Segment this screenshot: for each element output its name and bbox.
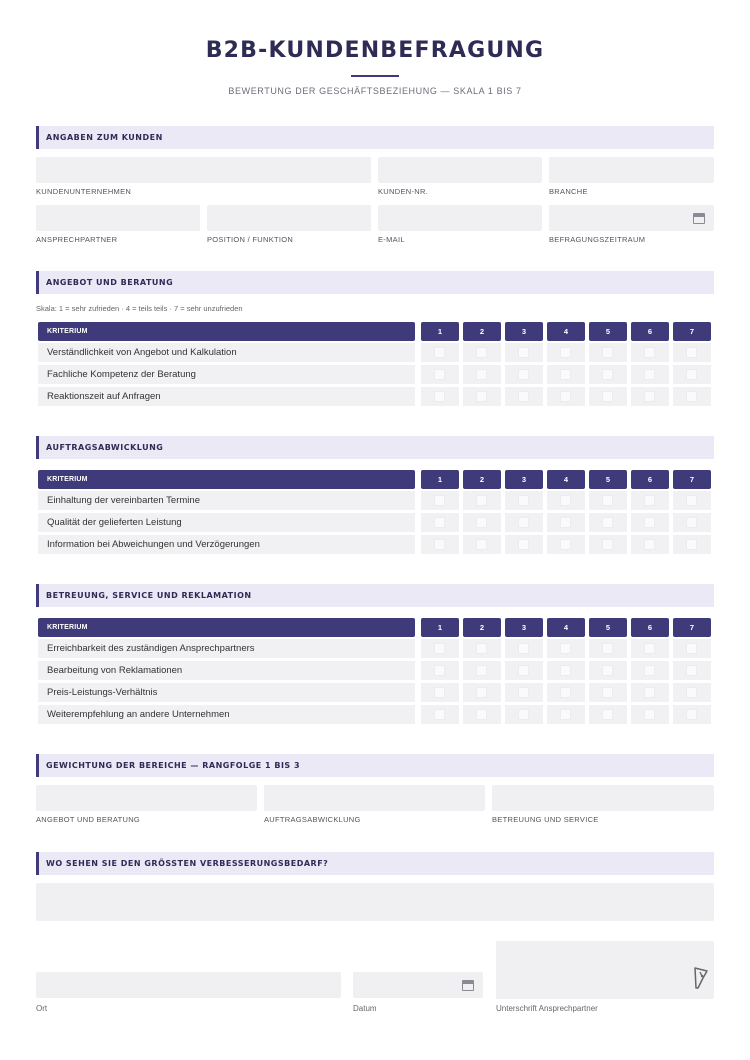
rating-checkbox-3[interactable] xyxy=(518,517,529,528)
scale-header-1: 1 xyxy=(421,618,459,637)
rating-checkbox-4[interactable] xyxy=(560,665,571,676)
weight-order-label: AUFTRAGSABWICKLUNG xyxy=(264,815,361,824)
criterion-label: Reaktionszeit auf Anfragen xyxy=(47,391,161,402)
rating-cell xyxy=(631,491,669,510)
rating-checkbox-5[interactable] xyxy=(602,709,613,720)
rating-cell xyxy=(547,535,585,554)
section-title: WO SEHEN SIE DEN GRÖSSTEN VERBESSERUNGSBEDARF? xyxy=(46,859,329,868)
rating-cell xyxy=(673,387,711,406)
rating-checkbox-2[interactable] xyxy=(476,517,487,528)
section-title: ANGABEN ZUM KUNDEN xyxy=(46,133,163,142)
rating-checkbox-5[interactable] xyxy=(602,347,613,358)
rating-cell xyxy=(421,491,459,510)
rating-checkbox-7[interactable] xyxy=(686,517,697,528)
rating-checkbox-5[interactable] xyxy=(602,539,613,550)
rating-cell xyxy=(463,387,501,406)
rating-checkbox-5[interactable] xyxy=(602,643,613,654)
rating-checkbox-2[interactable] xyxy=(476,347,487,358)
rating-checkbox-5[interactable] xyxy=(602,665,613,676)
rating-cell xyxy=(631,387,669,406)
criterion-cell xyxy=(38,365,415,384)
criterion-cell xyxy=(38,513,415,532)
rating-checkbox-6[interactable] xyxy=(644,709,655,720)
rating-checkbox-3[interactable] xyxy=(518,369,529,380)
rating-cell xyxy=(673,491,711,510)
rating-checkbox-1[interactable] xyxy=(434,369,445,380)
rating-cell xyxy=(673,705,711,724)
criterion-header xyxy=(38,322,415,341)
rating-cell xyxy=(421,705,459,724)
rating-checkbox-4[interactable] xyxy=(560,369,571,380)
rating-checkbox-3[interactable] xyxy=(518,539,529,550)
rating-cell xyxy=(589,387,627,406)
rating-cell xyxy=(421,639,459,658)
rating-cell xyxy=(421,343,459,362)
rating-cell xyxy=(505,513,543,532)
signature-field[interactable] xyxy=(496,941,714,999)
rating-cell xyxy=(547,387,585,406)
table-header xyxy=(38,322,712,341)
section-order-header xyxy=(36,436,714,459)
rating-checkbox-7[interactable] xyxy=(686,539,697,550)
scale-header-2: 2 xyxy=(463,618,501,637)
date-label: Datum xyxy=(353,1004,377,1013)
criterion-label: Qualität der gelieferten Leistung xyxy=(47,517,182,528)
rating-cell xyxy=(631,683,669,702)
rating-cell xyxy=(673,513,711,532)
calendar-icon[interactable] xyxy=(462,980,474,991)
table-row xyxy=(38,385,712,407)
rating-cell xyxy=(673,365,711,384)
rating-checkbox-4[interactable] xyxy=(560,539,571,550)
rating-cell xyxy=(505,705,543,724)
weight-offer-field[interactable] xyxy=(36,785,257,811)
rating-cell xyxy=(505,491,543,510)
rating-cell xyxy=(673,343,711,362)
survey-period-label: BEFRAGUNGSZEITRAUM xyxy=(549,235,646,244)
rating-cell xyxy=(631,513,669,532)
criterion-header-label: KRITERIUM xyxy=(47,476,88,483)
page-subtitle: BEWERTUNG DER GESCHÄFTSBEZIEHUNG — SKALA 1 BIS 7 xyxy=(228,86,522,96)
rating-cell xyxy=(463,491,501,510)
criterion-label: Weiterempfehlung an andere Unternehmen xyxy=(47,709,230,720)
table-row xyxy=(38,681,712,703)
rating-checkbox-3[interactable] xyxy=(518,347,529,358)
section-title: ANGEBOT UND BERATUNG xyxy=(46,278,174,287)
rating-cell xyxy=(463,661,501,680)
rating-checkbox-6[interactable] xyxy=(644,347,655,358)
company-field[interactable] xyxy=(36,157,371,183)
section-title: BETREUUNG, SERVICE UND REKLAMATION xyxy=(46,591,252,600)
scale-header-3: 3 xyxy=(505,322,543,341)
rating-checkbox-1[interactable] xyxy=(434,391,445,402)
section-weighting-header xyxy=(36,754,714,777)
criterion-label: Erreichbarkeit des zuständigen Ansprechpartners xyxy=(47,643,255,654)
email-field[interactable] xyxy=(378,205,542,231)
rating-cell xyxy=(505,683,543,702)
rating-cell xyxy=(505,387,543,406)
rating-checkbox-1[interactable] xyxy=(434,709,445,720)
rating-table-offer xyxy=(38,322,712,407)
rating-cell xyxy=(421,513,459,532)
scale-header-5: 5 xyxy=(589,470,627,489)
rating-cell xyxy=(421,365,459,384)
rating-checkbox-4[interactable] xyxy=(560,687,571,698)
rating-cell xyxy=(547,365,585,384)
rating-checkbox-1[interactable] xyxy=(434,517,445,528)
email-label: E-MAIL xyxy=(378,235,405,244)
rating-cell xyxy=(589,683,627,702)
rating-cell xyxy=(673,639,711,658)
rating-cell xyxy=(631,705,669,724)
rating-cell xyxy=(589,365,627,384)
rating-checkbox-3[interactable] xyxy=(518,665,529,676)
rating-cell xyxy=(421,683,459,702)
rating-table-service xyxy=(38,618,712,725)
rating-checkbox-4[interactable] xyxy=(560,495,571,506)
rating-checkbox-2[interactable] xyxy=(476,539,487,550)
section-offer-header xyxy=(36,271,714,294)
criterion-label: Information bei Abweichungen und Verzögerungen xyxy=(47,539,260,550)
rating-checkbox-7[interactable] xyxy=(686,687,697,698)
scale-header-2: 2 xyxy=(463,470,501,489)
rating-cell xyxy=(421,535,459,554)
criterion-cell xyxy=(38,639,415,658)
scale-header-5: 5 xyxy=(589,322,627,341)
rating-cell xyxy=(589,705,627,724)
rating-checkbox-5[interactable] xyxy=(602,687,613,698)
rating-checkbox-5[interactable] xyxy=(602,495,613,506)
criterion-label: Einhaltung der vereinbarten Termine xyxy=(47,495,200,506)
rating-cell xyxy=(463,535,501,554)
criterion-header-label: KRITERIUM xyxy=(47,328,88,335)
contact-person-field[interactable] xyxy=(36,205,200,231)
weight-order-field[interactable] xyxy=(264,785,485,811)
table-header xyxy=(38,618,712,637)
rating-checkbox-3[interactable] xyxy=(518,643,529,654)
weight-service-label: BETREUUNG UND SERVICE xyxy=(492,815,599,824)
scale-header-7: 7 xyxy=(673,322,711,341)
criterion-header xyxy=(38,618,415,637)
rating-checkbox-7[interactable] xyxy=(686,369,697,380)
rating-cell xyxy=(463,705,501,724)
rating-checkbox-2[interactable] xyxy=(476,643,487,654)
section-title: GEWICHTUNG DER BEREICHE — RANGFOLGE 1 BIS 3 xyxy=(46,761,301,770)
rating-cell xyxy=(505,343,543,362)
pen-icon xyxy=(692,966,710,990)
improvement-textarea[interactable] xyxy=(36,883,714,921)
criterion-cell xyxy=(38,535,415,554)
rating-checkbox-1[interactable] xyxy=(434,643,445,654)
section-customer-header xyxy=(36,126,714,149)
rating-cell xyxy=(421,661,459,680)
date-field[interactable] xyxy=(353,972,483,998)
section-title: AUFTRAGSABWICKLUNG xyxy=(46,443,164,452)
rating-checkbox-6[interactable] xyxy=(644,665,655,676)
rating-cell xyxy=(505,365,543,384)
table-row xyxy=(38,511,712,533)
rating-checkbox-4[interactable] xyxy=(560,347,571,358)
rating-checkbox-1[interactable] xyxy=(434,347,445,358)
rating-checkbox-4[interactable] xyxy=(560,391,571,402)
calendar-icon[interactable] xyxy=(693,213,705,224)
scale-header-6: 6 xyxy=(631,618,669,637)
criterion-label: Bearbeitung von Reklamationen xyxy=(47,665,183,676)
scale-header-1: 1 xyxy=(421,322,459,341)
rating-cell xyxy=(589,639,627,658)
table-header xyxy=(38,470,712,489)
criterion-label: Fachliche Kompetenz der Beratung xyxy=(47,369,196,380)
table-row xyxy=(38,637,712,659)
industry-field[interactable] xyxy=(549,157,714,183)
table-row xyxy=(38,533,712,555)
scale-header-3: 3 xyxy=(505,618,543,637)
rating-cell xyxy=(505,535,543,554)
rating-checkbox-3[interactable] xyxy=(518,709,529,720)
rating-checkbox-2[interactable] xyxy=(476,391,487,402)
rating-cell xyxy=(505,639,543,658)
rating-cell xyxy=(589,491,627,510)
rating-checkbox-2[interactable] xyxy=(476,665,487,676)
rating-cell xyxy=(631,661,669,680)
table-row xyxy=(38,341,712,363)
criterion-label: Preis-Leistungs-Verhältnis xyxy=(47,687,158,698)
rating-cell xyxy=(673,661,711,680)
survey-period-field[interactable] xyxy=(549,205,714,231)
criterion-cell xyxy=(38,343,415,362)
rating-cell xyxy=(505,661,543,680)
rating-checkbox-1[interactable] xyxy=(434,687,445,698)
rating-cell xyxy=(589,343,627,362)
scale-header-4: 4 xyxy=(547,470,585,489)
section-service-header xyxy=(36,584,714,607)
customer-number-label: KUNDEN-NR. xyxy=(378,187,429,196)
rating-checkbox-4[interactable] xyxy=(560,643,571,654)
rating-table-order xyxy=(38,470,712,555)
position-field[interactable] xyxy=(207,205,371,231)
criterion-cell xyxy=(38,705,415,724)
rating-checkbox-5[interactable] xyxy=(602,391,613,402)
rating-checkbox-2[interactable] xyxy=(476,369,487,380)
rating-cell xyxy=(589,661,627,680)
rating-checkbox-7[interactable] xyxy=(686,391,697,402)
rating-checkbox-1[interactable] xyxy=(434,539,445,550)
customer-number-field[interactable] xyxy=(378,157,542,183)
scale-header-4: 4 xyxy=(547,618,585,637)
rating-cell xyxy=(631,343,669,362)
rating-checkbox-2[interactable] xyxy=(476,495,487,506)
rating-checkbox-7[interactable] xyxy=(686,347,697,358)
rating-checkbox-7[interactable] xyxy=(686,495,697,506)
rating-cell xyxy=(589,513,627,532)
rating-cell xyxy=(547,343,585,362)
criterion-header xyxy=(38,470,415,489)
contact-person-label: ANSPRECHPARTNER xyxy=(36,235,118,244)
title-divider xyxy=(351,75,399,77)
rating-cell xyxy=(463,683,501,702)
scale-header-5: 5 xyxy=(589,618,627,637)
scale-header-6: 6 xyxy=(631,470,669,489)
table-row xyxy=(38,489,712,511)
page-title: B2B-KUNDENBEFRAGUNG xyxy=(205,38,545,63)
criterion-cell xyxy=(38,661,415,680)
rating-cell xyxy=(547,639,585,658)
rating-cell xyxy=(463,343,501,362)
rating-checkbox-2[interactable] xyxy=(476,709,487,720)
table-row xyxy=(38,363,712,385)
rating-cell xyxy=(631,535,669,554)
section-improvement-header xyxy=(36,852,714,875)
criterion-label: Verständlichkeit von Angebot und Kalkulation xyxy=(47,347,237,358)
rating-checkbox-4[interactable] xyxy=(560,709,571,720)
rating-checkbox-5[interactable] xyxy=(602,369,613,380)
rating-cell xyxy=(673,535,711,554)
rating-cell xyxy=(589,535,627,554)
rating-checkbox-6[interactable] xyxy=(644,643,655,654)
rating-cell xyxy=(547,705,585,724)
rating-cell xyxy=(547,513,585,532)
scale-note: Skala: 1 = sehr zufrieden · 4 = teils teils · 7 = sehr unzufrieden xyxy=(36,304,243,313)
rating-cell xyxy=(631,365,669,384)
criterion-cell xyxy=(38,683,415,702)
place-label: Ort xyxy=(36,1004,48,1013)
rating-checkbox-6[interactable] xyxy=(644,517,655,528)
table-row xyxy=(38,703,712,725)
scale-header-7: 7 xyxy=(673,618,711,637)
rating-cell xyxy=(421,387,459,406)
rating-checkbox-4[interactable] xyxy=(560,517,571,528)
rating-cell xyxy=(547,661,585,680)
criterion-cell xyxy=(38,387,415,406)
rating-cell xyxy=(631,639,669,658)
weight-offer-label: ANGEBOT UND BERATUNG xyxy=(36,815,141,824)
rating-cell xyxy=(463,513,501,532)
scale-header-7: 7 xyxy=(673,470,711,489)
rating-cell xyxy=(673,683,711,702)
scale-header-2: 2 xyxy=(463,322,501,341)
rating-checkbox-2[interactable] xyxy=(476,687,487,698)
rating-checkbox-3[interactable] xyxy=(518,687,529,698)
criterion-header-label: KRITERIUM xyxy=(47,624,88,631)
company-label: KUNDENUNTERNEHMEN xyxy=(36,187,132,196)
rating-checkbox-6[interactable] xyxy=(644,391,655,402)
rating-checkbox-6[interactable] xyxy=(644,687,655,698)
signature-label: Unterschrift Ansprechpartner xyxy=(496,1004,598,1013)
table-row xyxy=(38,659,712,681)
rating-checkbox-1[interactable] xyxy=(434,665,445,676)
place-field[interactable] xyxy=(36,972,341,998)
rating-checkbox-7[interactable] xyxy=(686,665,697,676)
rating-checkbox-6[interactable] xyxy=(644,369,655,380)
scale-header-4: 4 xyxy=(547,322,585,341)
industry-label: BRANCHE xyxy=(549,187,588,196)
rating-checkbox-3[interactable] xyxy=(518,391,529,402)
rating-checkbox-6[interactable] xyxy=(644,495,655,506)
rating-cell xyxy=(463,639,501,658)
rating-checkbox-7[interactable] xyxy=(686,643,697,654)
position-label: POSITION / FUNKTION xyxy=(207,235,294,244)
weight-service-field[interactable] xyxy=(492,785,714,811)
rating-checkbox-5[interactable] xyxy=(602,517,613,528)
scale-header-3: 3 xyxy=(505,470,543,489)
rating-checkbox-3[interactable] xyxy=(518,495,529,506)
rating-cell xyxy=(463,365,501,384)
scale-header-1: 1 xyxy=(421,470,459,489)
criterion-cell xyxy=(38,491,415,510)
rating-checkbox-6[interactable] xyxy=(644,539,655,550)
rating-checkbox-1[interactable] xyxy=(434,495,445,506)
rating-cell xyxy=(547,683,585,702)
rating-cell xyxy=(547,491,585,510)
scale-header-6: 6 xyxy=(631,322,669,341)
rating-checkbox-7[interactable] xyxy=(686,709,697,720)
